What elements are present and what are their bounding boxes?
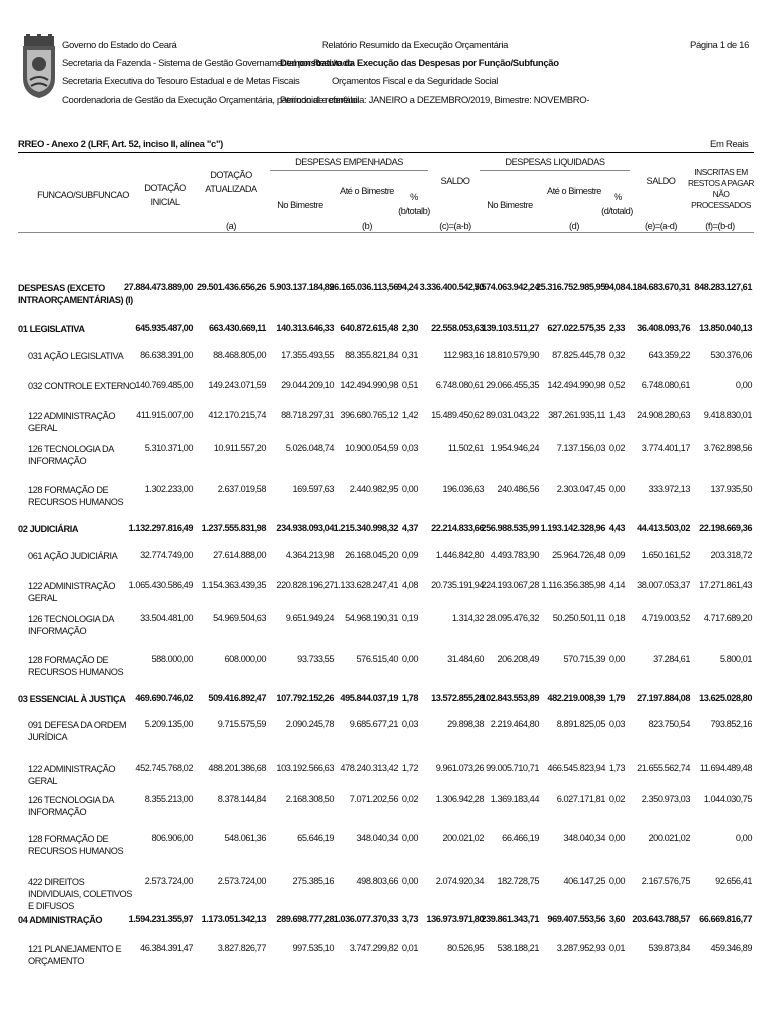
formula-a: (a) — [226, 221, 236, 231]
cell-dotacao-inicial: 452.745.768,02 — [135, 763, 193, 773]
cell-dotacao-atualizada: 3.827.826,77 — [217, 943, 266, 953]
col-no-bimestre-e-header: No Bimestre — [277, 200, 323, 210]
cell-pct-l: 0,02 — [608, 443, 625, 453]
cell-no-bimestre-l: 206.208,49 — [497, 654, 539, 664]
row-label: 03 ESSENCIAL À JUSTIÇA — [18, 694, 126, 704]
cell-inscritas: 3.762.898,56 — [703, 443, 752, 453]
currency-label: Em Reais — [710, 139, 749, 150]
cell-dotacao-atualizada: 548.061,36 — [224, 833, 266, 843]
cell-pct-e: 2,30 — [401, 323, 418, 333]
col-inscritas-header: INSCRITAS EM RESTOS A PAGAR NÃO PROCESSADOS — [688, 167, 754, 210]
cell-dotacao-atualizada: 10.911.557,20 — [213, 443, 266, 453]
col-saldo2-header: SALDO — [646, 176, 676, 186]
cell-ate-bimestre-e: 1.215.340.998,32 — [333, 523, 398, 533]
cell-no-bimestre-l: 239.861.343,71 — [481, 914, 539, 924]
cell-saldo2: 823.750,54 — [648, 719, 690, 729]
cell-no-bimestre-e: 220.828.196,27 — [276, 580, 334, 590]
cell-saldo: 1.306.942,28 — [435, 794, 484, 804]
row-label: 061 AÇÃO JUDICIÁRIA — [28, 551, 118, 561]
cell-pct-e: 0,19 — [401, 613, 418, 623]
header-top-rule — [18, 152, 754, 153]
cell-dotacao-inicial: 1.594.231.355,97 — [128, 914, 193, 924]
header-org-line-1: Governo do Estado do Ceará — [62, 40, 177, 51]
cell-dotacao-inicial: 2.573.724,00 — [144, 876, 193, 886]
cell-ate-bimestre-l: 570.715,39 — [563, 654, 605, 664]
cell-ate-bimestre-e: 26.165.036.113,56 — [329, 282, 398, 292]
cell-dotacao-atualizada: 2.573.724,00 — [217, 876, 266, 886]
cell-no-bimestre-l: 1.954.946,24 — [490, 443, 539, 453]
cell-ate-bimestre-l: 348.040,34 — [563, 833, 605, 843]
cell-no-bimestre-e: 29.044.209,10 — [281, 380, 334, 390]
cell-saldo2: 1.650.161,52 — [641, 550, 690, 560]
cell-inscritas: 13.625.028,80 — [699, 693, 752, 703]
cell-no-bimestre-l: 29.066.455,35 — [486, 380, 539, 390]
cell-no-bimestre-e: 65.646,19 — [297, 833, 334, 843]
cell-no-bimestre-l: 139.103.511,27 — [481, 323, 539, 333]
cell-saldo2: 24.908.280,63 — [637, 410, 690, 420]
cell-ate-bimestre-e: 2.440.982,95 — [349, 484, 398, 494]
cell-inscritas: 5.800,01 — [719, 654, 752, 664]
cell-pct-l: 0,00 — [608, 833, 625, 843]
col-pct-l-header: % — [614, 192, 622, 202]
cell-saldo: 196.036,63 — [442, 484, 484, 494]
cell-dotacao-inicial: 1.302.233,00 — [144, 484, 193, 494]
cell-pct-l: 4,14 — [608, 580, 625, 590]
cell-pct-l: 0,18 — [608, 613, 625, 623]
cell-dotacao-inicial: 1.132.297.816,49 — [128, 523, 193, 533]
cell-saldo: 112.983,16 — [443, 350, 484, 360]
cell-pct-e: 0,01 — [401, 943, 418, 953]
cell-pct-e: 94,24 — [397, 282, 418, 292]
cell-saldo: 6.748.080,61 — [435, 380, 484, 390]
cell-no-bimestre-l: 66.466,19 — [502, 833, 539, 843]
cell-no-bimestre-l: 18.810.579,90 — [486, 350, 539, 360]
cell-dotacao-inicial: 469.690.746,02 — [135, 693, 193, 703]
cell-dotacao-atualizada: 1.173.051.342,13 — [201, 914, 266, 924]
cell-no-bimestre-l: 4.493.783,90 — [490, 550, 539, 560]
empenhadas-group-header: DESPESAS EMPENHADAS — [295, 157, 403, 167]
cell-pct-l: 0,02 — [608, 794, 625, 804]
col-saldo-header: SALDO — [440, 176, 470, 186]
cell-inscritas: 1.044.030,75 — [703, 794, 752, 804]
cell-pct-l: 0,00 — [608, 654, 625, 664]
cell-pct-l: 2,33 — [608, 323, 625, 333]
cell-saldo2: 44.413.503,02 — [637, 523, 690, 533]
cell-pct-l: 0,01 — [608, 943, 625, 953]
cell-inscritas: 459.346,89 — [710, 943, 752, 953]
cell-dotacao-inicial: 645.935.487,00 — [135, 323, 193, 333]
cell-ate-bimestre-e: 26.168.045,20 — [345, 550, 398, 560]
cell-ate-bimestre-l: 627.022.575,35 — [547, 323, 605, 333]
formula-c: (c)=(a-b) — [439, 221, 471, 231]
cell-pct-l: 94,08 — [604, 282, 625, 292]
row-label: 122 ADMINISTRAÇÃO GERAL — [28, 764, 116, 786]
cell-inscritas: 848.283.127,61 — [694, 282, 752, 292]
cell-saldo2: 200.021,02 — [648, 833, 690, 843]
state-coat-of-arms-logo — [22, 34, 56, 100]
row-label: 032 CONTROLE EXTERNO — [28, 381, 136, 391]
cell-no-bimestre-l: 1.369.183,44 — [490, 794, 539, 804]
cell-dotacao-inicial: 806.906,00 — [151, 833, 193, 843]
cell-ate-bimestre-e: 576.515,40 — [356, 654, 398, 664]
cell-pct-e: 0,00 — [401, 876, 418, 886]
cell-dotacao-atualizada: 2.637.019,58 — [217, 484, 266, 494]
cell-saldo2: 4.719.003,52 — [641, 613, 690, 623]
cell-saldo: 136.973.971,80 — [426, 914, 484, 924]
cell-dotacao-inicial: 588.000,00 — [151, 654, 193, 664]
empenhadas-group-rule — [270, 170, 428, 171]
cell-dotacao-atualizada: 9.715.575,59 — [217, 719, 266, 729]
cell-ate-bimestre-l: 1.193.142.328,96 — [540, 523, 605, 533]
cell-pct-e: 0,02 — [401, 794, 418, 804]
cell-inscritas: 22.198.669,36 — [699, 523, 752, 533]
cell-dotacao-inicial: 411.915.007,00 — [136, 410, 193, 420]
cell-saldo2: 4.184.683.670,31 — [625, 282, 690, 292]
cell-ate-bimestre-l: 3.287.952,93 — [556, 943, 605, 953]
cell-inscritas: 17.271.861,43 — [699, 580, 752, 590]
cell-no-bimestre-l: 224.193.067,28 — [481, 580, 539, 590]
cell-pct-e: 1,78 — [401, 693, 418, 703]
cell-inscritas: 203.318,72 — [710, 550, 752, 560]
cell-ate-bimestre-e: 9.685.677,21 — [349, 719, 398, 729]
cell-inscritas: 530.376,06 — [710, 350, 752, 360]
cell-pct-l: 0,00 — [608, 876, 625, 886]
cell-pct-l: 0,00 — [608, 484, 625, 494]
cell-ate-bimestre-e: 1.133.628.247,41 — [333, 580, 398, 590]
row-label: 126 TECNOLOGIA DA INFORMAÇÃO — [28, 444, 114, 466]
cell-ate-bimestre-e: 396.680.765,12 — [340, 410, 398, 420]
cell-no-bimestre-e: 2.090.245,78 — [285, 719, 334, 729]
cell-ate-bimestre-e: 1.036.077.370,33 — [333, 914, 398, 924]
cell-no-bimestre-e: 9.651.949,24 — [285, 613, 334, 623]
cell-no-bimestre-e: 107.792.152,26 — [276, 693, 334, 703]
cell-ate-bimestre-l: 25.964.726,48 — [552, 550, 605, 560]
cell-no-bimestre-e: 2.168.308,50 — [285, 794, 334, 804]
cell-dotacao-inicial: 8.355.213,00 — [144, 794, 193, 804]
cell-ate-bimestre-l: 482.219.008,39 — [547, 693, 605, 703]
cell-dotacao-atualizada: 608.000,00 — [224, 654, 266, 664]
cell-saldo2: 3.774.401,17 — [641, 443, 690, 453]
cell-dotacao-inicial: 5.310.371,00 — [144, 443, 193, 453]
cell-pct-l: 1,79 — [608, 693, 625, 703]
row-label: 126 TECNOLOGIA DA INFORMAÇÃO — [28, 614, 114, 636]
cell-dotacao-atualizada: 29.501.436.656,26 — [197, 282, 266, 292]
cell-ate-bimestre-l: 387.261.935,11 — [548, 410, 605, 420]
cell-ate-bimestre-e: 640.872.615,48 — [340, 323, 398, 333]
cell-saldo: 22.214.833,66 — [431, 523, 484, 533]
cell-dotacao-inicial: 33.504.481,00 — [140, 613, 193, 623]
cell-pct-e: 0,03 — [401, 443, 418, 453]
cell-saldo: 11.502,61 — [447, 443, 484, 453]
report-title: Relatório Resumido da Execução Orçamentária — [321, 40, 509, 51]
row-label: 422 DIREITOS INDIVIDUAIS, COLETIVOS E DIFUSOS — [28, 877, 133, 911]
cell-pct-e: 0,31 — [401, 350, 418, 360]
cell-no-bimestre-l: 256.988.535,99 — [481, 523, 539, 533]
cell-saldo: 1.314,32 — [451, 613, 484, 623]
col-ate-bimestre-e-header: Até o Bimestre — [340, 186, 394, 196]
cell-ate-bimestre-l: 406.147,25 — [563, 876, 605, 886]
cell-saldo: 1.446.842,80 — [435, 550, 484, 560]
cell-ate-bimestre-l: 969.407.553,56 — [547, 914, 605, 924]
cell-pct-l: 0,52 — [608, 380, 625, 390]
cell-ate-bimestre-e: 478.240.313,42 — [340, 763, 398, 773]
cell-ate-bimestre-e: 142.494.990,98 — [340, 380, 398, 390]
formula-f: (f)=(b-d) — [705, 221, 735, 231]
cell-no-bimestre-e: 93.733,55 — [297, 654, 334, 664]
cell-inscritas: 0,00 — [735, 380, 752, 390]
cell-pct-e: 1,42 — [401, 410, 418, 420]
cell-saldo: 2.074.920,34 — [435, 876, 484, 886]
cell-ate-bimestre-l: 142.494.990,98 — [547, 380, 605, 390]
cell-saldo2: 203.643.788,57 — [632, 914, 690, 924]
page-number: Página 1 de 16 — [690, 40, 750, 51]
cell-inscritas: 66.669.816,77 — [699, 914, 752, 924]
col-funcao-header: FUNCAO/SUBFUNCAO — [37, 190, 129, 200]
row-label: 091 DEFESA DA ORDEM JURÍDICA — [28, 720, 127, 742]
cell-pct-e: 0,09 — [401, 550, 418, 560]
cell-ate-bimestre-e: 3.747.299,82 — [349, 943, 398, 953]
col-dotacao-atualizada-header: DOTAÇÃO ATUALIZADA — [205, 170, 257, 194]
cell-saldo2: 2.167.576,75 — [641, 876, 690, 886]
cell-pct-l: 0,03 — [608, 719, 625, 729]
row-label: 126 TECNOLOGIA DA INFORMAÇÃO — [28, 795, 114, 817]
cell-pct-e: 0,00 — [401, 833, 418, 843]
col-dotacao-inicial-header: DOTAÇÃO INICIAL — [144, 183, 186, 207]
row-label: 128 FORMAÇÃO DE RECURSOS HUMANOS — [28, 834, 124, 856]
cell-saldo2: 27.197.884,08 — [637, 693, 690, 703]
col-pct-e-header: % — [410, 192, 418, 202]
cell-pct-e: 0,00 — [401, 484, 418, 494]
cell-ate-bimestre-e: 7.071.202,56 — [349, 794, 398, 804]
cell-no-bimestre-e: 4.364.213,98 — [285, 550, 334, 560]
cell-saldo: 80.526,95 — [447, 943, 484, 953]
cell-pct-e: 4,08 — [401, 580, 418, 590]
cell-no-bimestre-l: 99.005.710,71 — [486, 763, 539, 773]
cell-dotacao-inicial: 140.769.485,00 — [135, 380, 193, 390]
cell-saldo2: 36.408.093,76 — [637, 323, 690, 333]
cell-pct-e: 0,00 — [401, 654, 418, 664]
row-label: 128 FORMAÇÃO DE RECURSOS HUMANOS — [28, 485, 124, 507]
cell-no-bimestre-e: 289.698.777,28 — [276, 914, 334, 924]
cell-ate-bimestre-e: 348.040,34 — [356, 833, 398, 843]
cell-ate-bimestre-l: 2.303.047,45 — [556, 484, 605, 494]
cell-ate-bimestre-l: 1.116.356.385,98 — [541, 580, 605, 590]
cell-pct-l: 1,43 — [608, 410, 625, 420]
cell-ate-bimestre-l: 8.891.825,05 — [556, 719, 605, 729]
cell-ate-bimestre-e: 88.355.821,84 — [345, 350, 398, 360]
row-label: 121 PLANEJAMENTO E ORÇAMENTO — [28, 944, 122, 966]
cell-dotacao-atualizada: 509.416.892,47 — [208, 693, 266, 703]
cell-dotacao-atualizada: 663.430.669,11 — [208, 323, 266, 333]
cell-no-bimestre-l: 538.188,21 — [497, 943, 539, 953]
report-period: Período de referência: JANEIRO a DEZEMBRO/2019, Bimestre: NOVEMBRO- — [280, 95, 590, 106]
cell-saldo: 31.484,60 — [447, 654, 484, 664]
cell-saldo2: 333.972,13 — [648, 484, 690, 494]
cell-no-bimestre-l: 2.219.464,80 — [490, 719, 539, 729]
cell-ate-bimestre-e: 498.803,66 — [356, 876, 398, 886]
row-label: 122 ADMINISTRAÇÃO GERAL — [28, 411, 116, 433]
cell-dotacao-atualizada: 488.201.386,68 — [208, 763, 266, 773]
header-bottom-rule — [18, 232, 754, 233]
cell-no-bimestre-e: 5.903.137.184,89 — [269, 282, 334, 292]
cell-saldo: 20.735.191,94 — [431, 580, 484, 590]
cell-no-bimestre-l: 5.574.063.942,24 — [474, 282, 539, 292]
cell-no-bimestre-e: 234.938.093,04 — [276, 523, 334, 533]
cell-dotacao-inicial: 86.638.391,00 — [140, 350, 193, 360]
cell-ate-bimestre-l: 25.316.752.985,95 — [536, 282, 605, 292]
cell-saldo2: 2.350.973,03 — [641, 794, 690, 804]
cell-dotacao-atualizada: 88.468.805,00 — [213, 350, 266, 360]
cell-saldo: 29.898,38 — [447, 719, 484, 729]
cell-inscritas: 92.656,41 — [715, 876, 752, 886]
formula-d: (d) — [569, 221, 579, 231]
report-scope: Orçamentos Fiscal e da Seguridade Social — [331, 76, 499, 87]
cell-saldo: 15.489.450,62 — [431, 410, 484, 420]
col-no-bimestre-l-header: No Bimestre — [487, 200, 533, 210]
cell-dotacao-inicial: 46.384.391,47 — [140, 943, 193, 953]
cell-pct-e: 4,37 — [401, 523, 418, 533]
cell-pct-l: 1,73 — [608, 763, 625, 773]
cell-ate-bimestre-l: 87.825.445,78 — [552, 350, 605, 360]
cell-saldo2: 539.873,84 — [648, 943, 690, 953]
header-org-line-4: Coordenadoria de Gestão da Execução Orçamentária, patrimonial e contábil — [62, 95, 359, 106]
formula-b: (b) — [362, 221, 372, 231]
cell-pct-l: 0,09 — [608, 550, 625, 560]
cell-dotacao-atualizada: 149.243.071,59 — [208, 380, 266, 390]
cell-pct-l: 4,43 — [608, 523, 625, 533]
cell-ate-bimestre-l: 7.137.156,03 — [556, 443, 605, 453]
cell-dotacao-atualizada: 1.154.363.439,35 — [201, 580, 266, 590]
cell-no-bimestre-l: 182.728,75 — [497, 876, 539, 886]
cell-no-bimestre-e: 140.313.646,33 — [276, 323, 334, 333]
cell-saldo2: 21.655.562,74 — [637, 763, 690, 773]
cell-dotacao-inicial: 32.774.749,00 — [140, 550, 193, 560]
cell-dotacao-atualizada: 412.170.215,74 — [208, 410, 266, 420]
cell-ate-bimestre-e: 10.900.054,59 — [345, 443, 398, 453]
cell-inscritas: 4.717.689,20 — [703, 613, 752, 623]
header-org-line-2: Secretaria da Fazenda - Sistema de Gestão Governamental por Resultado — [62, 58, 353, 69]
cell-dotacao-atualizada: 1.237.555.831,98 — [201, 523, 266, 533]
cell-inscritas: 9.418.830,01 — [703, 410, 752, 420]
cell-no-bimestre-e: 88.718.297,31 — [281, 410, 334, 420]
col-pct-e-sub-header: (b/totalb) — [398, 206, 430, 216]
cell-inscritas: 793.852,16 — [710, 719, 752, 729]
cell-ate-bimestre-l: 50.250.501,11 — [552, 613, 605, 623]
cell-ate-bimestre-l: 6.027.171,81 — [556, 794, 605, 804]
cell-saldo2: 6.748.080,61 — [641, 380, 690, 390]
cell-no-bimestre-l: 89.031.043,22 — [486, 410, 539, 420]
annex-label: RREO - Anexo 2 (LRF, Art. 52, inciso II, alínea "c") — [18, 139, 223, 150]
cell-saldo: 3.336.400.542,70 — [419, 282, 484, 292]
row-label: 04 ADMINISTRAÇÃO — [18, 915, 103, 925]
cell-pct-e: 0,03 — [401, 719, 418, 729]
cell-saldo: 9.961.073,26 — [435, 763, 484, 773]
liquidadas-group-header: DESPESAS LIQUIDADAS — [505, 157, 605, 167]
cell-dotacao-inicial: 27.884.473.889,00 — [124, 282, 193, 292]
cell-no-bimestre-e: 103.192.566,63 — [276, 763, 334, 773]
cell-dotacao-atualizada: 8.378.144,84 — [217, 794, 266, 804]
cell-dotacao-inicial: 5.209.135,00 — [144, 719, 193, 729]
cell-no-bimestre-e: 169.597,63 — [292, 484, 334, 494]
cell-pct-e: 3,73 — [401, 914, 418, 924]
cell-dotacao-atualizada: 27.614.888,00 — [213, 550, 266, 560]
row-label: 128 FORMAÇÃO DE RECURSOS HUMANOS — [28, 655, 124, 677]
col-ate-bimestre-l-header: Até o Bimestre — [547, 186, 601, 196]
cell-no-bimestre-l: 28.095.476,32 — [486, 613, 539, 623]
cell-dotacao-inicial: 1.065.430.586,49 — [128, 580, 193, 590]
cell-pct-l: 0,32 — [608, 350, 625, 360]
cell-inscritas: 13.850.040,13 — [699, 323, 752, 333]
row-label: 01 LEGISLATIVA — [18, 324, 85, 334]
row-label: DESPESAS (EXCETO INTRAORÇAMENTÁRIAS) (I) — [18, 283, 133, 305]
row-label: 122 ADMINISTRAÇÃO GERAL — [28, 581, 116, 603]
cell-no-bimestre-e: 5.026.048,74 — [285, 443, 334, 453]
cell-pct-l: 3,60 — [608, 914, 625, 924]
cell-pct-e: 0,51 — [401, 380, 418, 390]
cell-saldo2: 37.284,61 — [653, 654, 690, 664]
cell-saldo2: 38.007.053,37 — [637, 580, 690, 590]
row-label: 02 JUDICIÁRIA — [18, 524, 79, 534]
row-label: 031 AÇÃO LEGISLATIVA — [28, 351, 124, 361]
cell-no-bimestre-e: 997.535,10 — [292, 943, 334, 953]
header-org-line-3: Secretaria Executiva do Tesouro Estadual e de Metas Fiscais — [62, 76, 300, 87]
cell-ate-bimestre-l: 466.545.823,94 — [547, 763, 605, 773]
cell-saldo: 13.572.855,28 — [431, 693, 484, 703]
cell-pct-e: 1,72 — [401, 763, 418, 773]
cell-no-bimestre-l: 240.486,56 — [497, 484, 539, 494]
cell-saldo2: 643.359,22 — [648, 350, 690, 360]
cell-no-bimestre-l: 102.843.553,89 — [481, 693, 539, 703]
cell-saldo: 200.021,02 — [442, 833, 484, 843]
cell-no-bimestre-e: 17.355.493,55 — [281, 350, 334, 360]
liquidadas-group-rule — [480, 170, 630, 171]
cell-no-bimestre-e: 275.385,16 — [292, 876, 334, 886]
cell-inscritas: 0,00 — [735, 833, 752, 843]
col-pct-l-sub-header: (d/totald) — [601, 206, 633, 216]
formula-e: (e)=(a-d) — [645, 221, 677, 231]
cell-ate-bimestre-e: 54.968.190,31 — [345, 613, 398, 623]
cell-inscritas: 137.935,50 — [710, 484, 752, 494]
cell-dotacao-atualizada: 54.969.504,63 — [213, 613, 266, 623]
report-subtitle: Demonstrativo da Execução das Despesas por Função/Subfunção — [280, 58, 559, 69]
cell-ate-bimestre-e: 495.844.037,19 — [340, 693, 398, 703]
cell-saldo: 22.558.053,63 — [431, 323, 484, 333]
cell-inscritas: 11.694.489,48 — [699, 763, 752, 773]
